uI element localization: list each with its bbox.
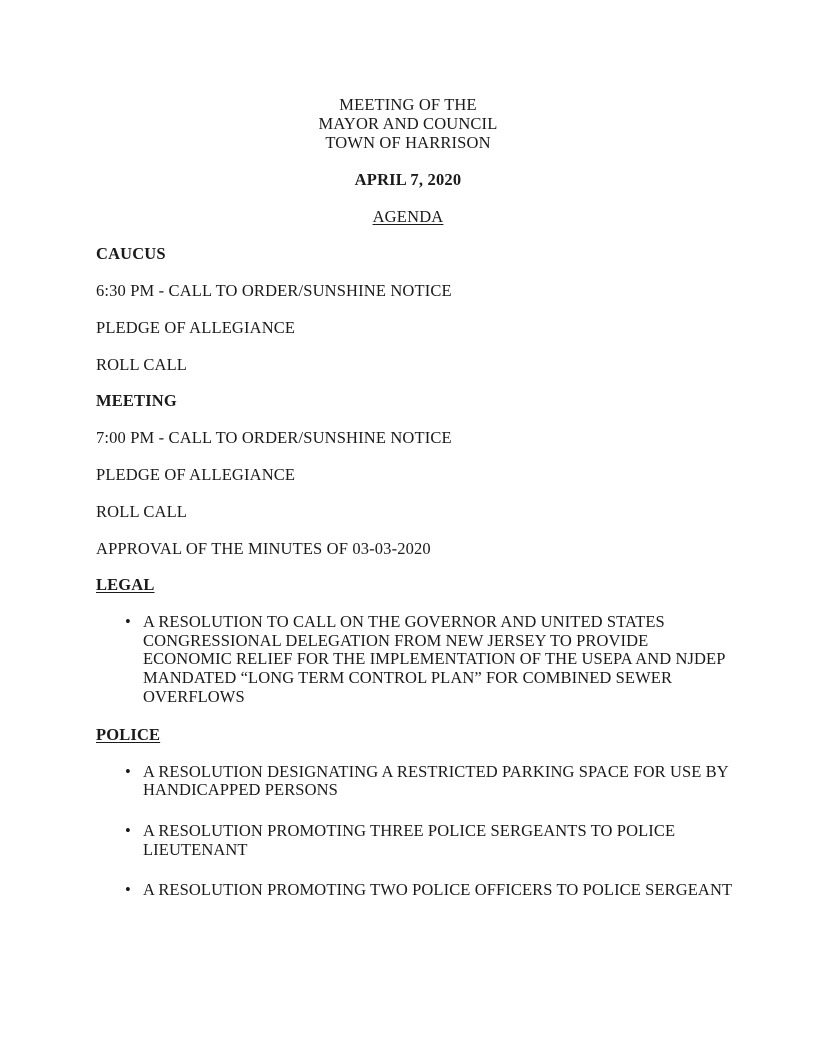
meeting-item: 7:00 PM - CALL TO ORDER/SUNSHINE NOTICE — [96, 428, 452, 447]
police-resolution-list — [96, 763, 736, 901]
list-item-text: A RESOLUTION PROMOTING TWO POLICE OFFICERS TO POLICE SERGEANT — [143, 880, 733, 900]
title-line-2: MAYOR AND COUNCIL — [318, 114, 498, 133]
meeting-date: APRIL 7, 2020 — [354, 170, 462, 189]
caucus-item: PLEDGE OF ALLEGIANCE — [96, 318, 296, 337]
bullet-point-icon: • — [125, 761, 131, 781]
caucus-item: ROLL CALL — [96, 355, 188, 374]
caucus-item: 6:30 PM - CALL TO ORDER/SUNSHINE NOTICE — [96, 281, 452, 300]
list-item-text: A RESOLUTION TO CALL ON THE GOVERNOR AND UNITED STATES CONGRESSIONAL DELEGATION FROM NEW JERSEY TO PROVIDE ECONOMIC RELIEF FOR THE IMPLEMENTATION OF THE USEPA AND NJDEP MANDATED “LONG TERM CONTROL PLAN” FOR COMBINED SEWER OVERFLOWS — [143, 612, 725, 706]
document-title-block — [0, 95, 816, 152]
list-item — [96, 881, 736, 900]
list-item-text: A RESOLUTION PROMOTING THREE POLICE SERGEANTS TO POLICE LIEUTENANT — [143, 820, 676, 859]
meeting-item: APPROVAL OF THE MINUTES OF 03-03-2020 — [96, 539, 431, 558]
list-item — [96, 613, 736, 707]
section-heading-police — [96, 725, 736, 745]
bullet-point-icon: • — [125, 880, 131, 900]
agenda-label-text: AGENDA — [372, 207, 444, 226]
title-line-1: MEETING OF THE — [339, 95, 477, 114]
agenda-body — [96, 244, 736, 900]
title-line-3: TOWN OF HARRISON — [325, 133, 491, 152]
document-type-label — [0, 207, 816, 227]
list-item — [96, 822, 736, 859]
bullet-point-icon: • — [125, 612, 131, 631]
section-heading-legal — [96, 575, 736, 595]
police-heading-text: POLICE — [96, 724, 161, 744]
section-heading-meeting: MEETING — [96, 391, 177, 410]
meeting-item: ROLL CALL — [96, 502, 188, 521]
bullet-point-icon: • — [125, 820, 131, 840]
meeting-item: PLEDGE OF ALLEGIANCE — [96, 465, 296, 484]
legal-heading-text: LEGAL — [96, 575, 155, 594]
list-item-text: A RESOLUTION DESIGNATING A RESTRICTED PARKING SPACE FOR USE BY HANDICAPPED PERSONS — [143, 761, 729, 800]
section-heading-caucus: CAUCUS — [96, 244, 166, 263]
legal-resolution-list — [96, 613, 736, 707]
list-item — [96, 763, 736, 800]
